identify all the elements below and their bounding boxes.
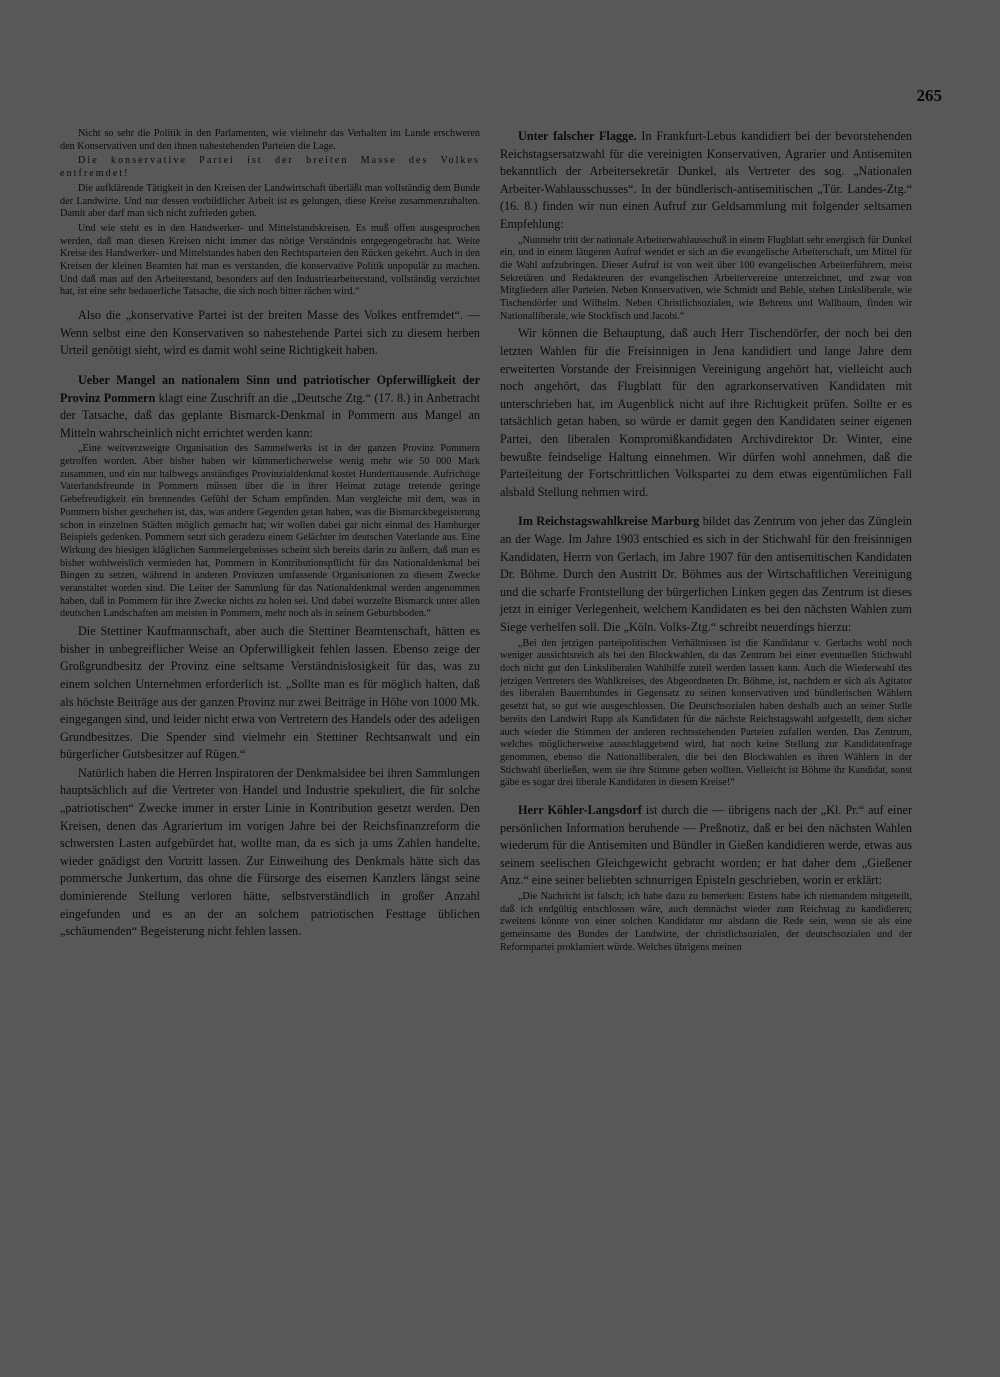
- left-quote-paragraph-1: Nicht so sehr die Politik in den Parlamenten, wie vielmehr das Verhalten im Lande erschweren den Konservativen und den ihnen nahestehenden Parteien die Lage.: [60, 128, 480, 152]
- right-quote-paragraph-5: „Bei den jetzigen parteipolitischen Verhältnissen ist die Kandidatur v. Gerlachs wohl noch weniger aussichtsreich als bei den Blockwahlen, da das Zentrum bei einer eventuellen Stichwahl doch nicht gut den Linksliberalen Wahlhilfe zuteil werden lassen kann. Auch die Wiederwahl des jetzigen Vertreters des Wahlkreises, des Abgeordneten Dr. Böhme, ist, nachdem er sich als Agitator des liberalen Bauernbundes in Gegensatz zu seinen konservativen und bündlerischen Wählern gesetzt hat, so gut wie ausgeschlossen. Die Deutschsozialen haben deshalb auch an seiner Stelle bereits den Landwirt Rupp als Kandidaten für die nächste Reichstagswahl aufgestellt, dem sicher auch wieder die Stimmen der anderen rechtsstehenden Parteien zufallen werden. Das Zentrum, welches möglicherweise ausschlaggebend wird, hat noch keine Stellung zur Kandidatenfrage genommen, ebenso die Nationalliberalen, die bei den Blockwahlen es ihren Wählern in der Stichwahl überließen, wem sie ihre Stimme geben wollten. Vielleicht ist Böhme ihr Kandidat, sonst gäbe es sogar drei liberale Kandidaten in diesem Kreise!“: [500, 637, 912, 789]
- left-quote-paragraph-3: Die aufklärende Tätigkeit in den Kreisen der Landwirtschaft überläßt man vollständig dem Bunde der Landwirte. Und nur dessen vorbildlicher Arbeit ist es gelungen, diese Kreise zusammenzuhalten. Damit aber darf man sich nicht zufrieden geben.: [60, 182, 480, 220]
- left-paragraph-8: Die Stettiner Kaufmannschaft, aber auch die Stettiner Beamtenschaft, hätten es bisher in unbegreiflicher Weise an Opferwilligkeit fehlen lassen. Ebenso zeige der Großgrundbesitz der Provinz eine seltsame Verständnislosigkeit für das, was zu einem solchen Unternehmen erforderlich ist. „Sollte man es für möglich halten, daß als höchste Beiträge aus der ganzen Provinz nur zwei Beiträge in Höhe von 1000 Mk. eingegangen sind, und leider nicht etwa von Vertretern des Handels oder des adeligen Grundbesitzes. Die Spender sind vielmehr ein Stettiner Rechtsanwalt und ein bürgerlicher Gutsbesitzer auf Rügen.“: [60, 624, 480, 762]
- right-quote-paragraph-7: „Die Nachricht ist falsch; ich habe dazu zu bemerken: Erstens habe ich niemandem mitgeteilt, daß ich endgültig entschlossen wäre, auch demnächst wieder zum Reichstag zu kandidieren; zweitens könnte von einer solchen Kandidatur nur alsdann die Rede sein, wenn sie als eine gemeinsame des Bundes der Landwirte, der christlichsozialen, der deutschsozialen und der Reformpartei proklamiert würde. Welches übrigens meinen: [500, 890, 912, 953]
- right-column: [500, 127, 912, 957]
- left-quote-paragraph-7: „Eine weitverzweigte Organisation des Sammelwerks ist in der ganzen Provinz Pommern getroffen worden. Aber bisher haben wir kümmerlicherweise wenig mehr wie 50 000 Mark zusammen, und ein nur halbwegs anständiges Provinzialdenkmal kostet Hunderttausende. Aufrichtige Vaterlandsfreunde in Pommern müssen über die in ihrer Heimat zutage tretende geringe Gebefreudigkeit ein brennendes Gefühl der Scham empfinden. Man vergleiche mit dem, was in Pommern bisher geschehen ist, das, was andere Gegenden getan haben, was die Bismarckbegeisterung schon in einzelnen Städten möglich gemacht hat; wir wollen dabei gar nicht einmal des Hamburger Beispiels gedenken. Pommern setzt sich geradezu einem Gelächter im deutschen Vaterlande aus. Eine Wirkung des hiesigen kläglichen Sammelergebnisses scheint sich bereits darin zu äußern, daß man es bisher wohlweislich vermieden hat, Pommern in Kontributionspflicht für das Nationaldenkmal bei Bingen zu setzen, während in anderen Provinzen umfassende Organisationen zu diesem Zwecke veranstaltet worden sind. Die Leiter der Sammlung für das Nationaldenkmal werden angenommen haben, daß in Pommern für ihre Zwecke nichts zu holen sei. Und dabei wurzelte Bismarck unter allen deutschen Landschaften am meisten in Pommern, mehr noch als in seinem Geburtsboden.“: [60, 443, 480, 620]
- section-text-marburg: bildet das Zentrum von jeher das Zünglein an der Wage. Im Jahre 1903 entschied es sich in der Stichwahl für den freisinnigen Kandidaten, Herrn von Gerlach, im Jahre 1907 für den antisemitischen Kandidaten Dr. Böhme. Durch den Austritt Dr. Böhmes aus der Wirtschaftlichen Vereinigung und die scharfe Frontstellung der bürgerlichen Linken gegen das Zentrum ist dieses jetzt in einiger Verlegenheit, welchem Kandidaten es bei den nächsten Wahlen zum Siege verhelfen soll. Die „Köln. Volks-Ztg.“ schreibt neuerdings hierzu:: [500, 514, 913, 634]
- section-heading-pommern: Ueber Mangel an nationalem Sinn und patriotischer Opferwilligkeit der Provinz Pommern: [60, 372, 480, 405]
- left-paragraph-5: Also die „konservative Partei ist der breiten Masse des Volkes entfremdet“. — Wenn selbst eine den Konservativen so nahestehende Partei sich zu diesem herben Urteil genötigt sieht, wird es damit wohl seine Richtigkeit haben.: [60, 308, 480, 358]
- left-paragraph-9: Natürlich haben die Herren Inspiratoren der Denkmalsidee bei ihren Sammlungen hauptsächlich auf die Vertreter von Handel und Industrie spekuliert, die für solche „patriotischen“ Zwecke immer in erster Linie in Kontribution gesetzt werden. Den Kreisen, denen das Agrariertum im vorigen Jahre bei der Reichsfinanzreform die schwersten Lasten aufgebürdet hat, wollte man, da es sich ja ums Zahlen handelte, wieder gnädigst den Vortritt lassen. Zur Einweihung des Denkmals hätte sich das pommersche Junkertum, das ohne die Fürsorge des eisernen Kanzlers längst seine dominierende Stellung verloren hätte, selbstverständlich in großer Anzahl eingefunden und es an der an solchem patriotischen Festtage üblichen „schäumenden“ Begeisterung nicht fehlen lassen.: [60, 765, 480, 939]
- right-quote-paragraph-2: „Nunmehr tritt der nationale Arbeiterwahlausschuß in einem Flugblatt sehr energisch für Dunkel ein, und in einem längeren Aufruf wendet er sich an die evangelische Arbeiterschaft, um Mittel für die Wahl aufzubringen. Dieser Aufruf ist von weit über 100 evangelischen Arbeiterführern, meist Sekretären und Redakteuren der evangelischen Arbeitervereine unterzeichnet, und zwar von Mitgliedern aller Parteien. Neben Konservativen, wie Schmidt und Behle, stehen Linksliberale, wie Tischendörfer und Wilhelm. Neben Christlichsozialen, wie Behrens und Wallbaum, finden wir Nationalliberale, wie Stockfisch und Jacobi.“: [500, 234, 912, 322]
- left-column: [60, 127, 480, 942]
- right-section-marburg: [500, 513, 912, 636]
- right-section-koehler: [500, 802, 912, 890]
- right-paragraph-3: Wir können die Behauptung, daß auch Herr Tischendörfer, der noch bei den letzten Wahlen für die Freisinnigen in Jena kandidiert und lange Jahre dem erweiterten Vorstande der Freisinnigen Vereinigung angehört hat, vielleicht auch noch angehört, das Flugblatt für den agrarkonservativen Kandidaten mit unterschrieben hat, im Augenblick nicht auf ihre Richtigkeit prüfen. Sollte er es tatsächlich getan haben, so würde er damit gegen den Kandidaten seiner eigenen Partei, den liberalen Kompromißkandidaten Archivdirektor Dr. Winter, eine bewußte feindselige Haltung einnehmen. Wir dürfen wohl annehmen, daß die Parteileitung der Fortschrittlichen Volkspartei zu dem etwas eigentümlichen Fall alsbald Stellung nehmen wird.: [500, 326, 912, 499]
- section-heading-flagge: Unter falscher Flagge.: [518, 129, 637, 143]
- left-quote-paragraph-4: Und wie steht es in den Handwerker- und Mittelstandskreisen. Es muß offen ausgesprochen werden, daß man diesen Kreisen nicht immer das nötige Verständnis entgegengebracht hat. Weite Kreise des Handwerker- und Mittelstandes haben den Rechtsparteien den Rücken gekehrt. Auch in den Kreisen der kleinen Beamten hat man es verstanden, die konservative Politik unpopulär zu machen. Und daß man auf den Arbeiterstand, besonders auf den Industriearbeiterstand, vollständig verzichtet hat, ist eine sehr bedauerliche Tatsache, die sich noch bitter rächen wird.“: [60, 222, 480, 298]
- section-text-pommern: klagt eine Zuschrift an die „Deutsche Ztg.“ (17. 8.) in Anbetracht der Tatsache, daß das geplante Bismarck-Denkmal in Pommern aus Mangel an Mitteln wahrscheinlich nicht errichtet werden kann:: [60, 390, 481, 440]
- right-section-flagge: [500, 128, 912, 234]
- section-heading-koehler: Herr Köhler-Langsdorf: [518, 803, 642, 818]
- left-emphasis-statement: Die konservative Partei ist der breiten Masse des Volkes entfremdet!: [60, 155, 480, 180]
- section-heading-marburg: Im Reichstagswahlkreise Marburg: [518, 514, 700, 529]
- section-text-flagge: In Frankfurt-Lebus kandidiert bei der bevorstehenden Reichstagsersatzwahl für die vereinigten Konservativen, Agrarier und Antisemiten bekanntlich der Arbeitersekretär Dunkel, als Vertreter des sog. „Nationalen Arbeiter-Wahlausschusses“. In der bündlerisch-antisemitischen „Tür. Landes-Ztg.“ (16. 8.) finden wir nun einen Aufruf zur Geldsammlung mit folgender seltsamen Empfehlung:: [500, 129, 912, 231]
- section-text-koehler: ist durch die — übrigens nach der „Kl. Pr.“ auf einer persönlichen Information beruhende — Preßnotiz, daß er bei den nächsten Wahlen wiederum für die Antisemiten und Bündler in Gießen kandidieren werde, etwas aus seinem seelischen Gleichgewicht gebracht worden; er hat daher dem „Gießener Anz.“ eine seiner beliebten schnurrigen Episteln geschrieben, worin er erklärt:: [500, 803, 913, 888]
- left-section-pommern: [60, 372, 480, 442]
- page-number: 265: [916, 86, 942, 105]
